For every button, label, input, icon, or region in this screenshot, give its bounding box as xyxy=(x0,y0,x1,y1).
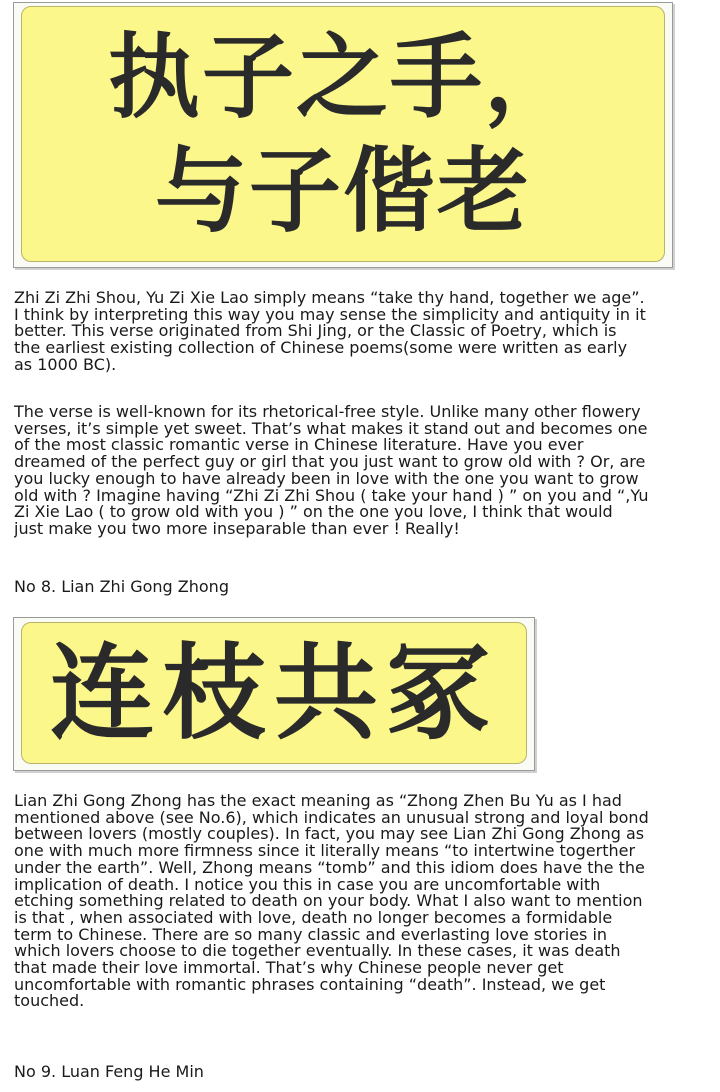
calligraphy-frame-2 xyxy=(13,617,535,771)
calligraphy-panel-zhi-zi-zhi-shou xyxy=(21,6,665,262)
text-line: I think by interpreting this way you may sense the simplicity and antiquity in it xyxy=(14,304,646,324)
calligraphy-panel-lian-zhi-gong-zhong xyxy=(21,622,527,764)
paragraph-verse-style xyxy=(14,404,720,538)
text-line: as 1000 BC). xyxy=(14,354,117,374)
text-line: better. This verse originated from Shi Jing, or the Classic of Poetry, which is xyxy=(14,321,617,341)
section-heading-no-9: No 9. Luan Feng He Min xyxy=(14,1064,204,1081)
text-line: old with ? Imagine having “Zhi Zi Zhi Shou ( take your hand ) ” on you and “,Yu xyxy=(14,485,649,505)
text-line: just make you two more inseparable than ever ! Really! xyxy=(14,518,460,538)
calligraphy-line: 连枝共冢 xyxy=(49,631,498,754)
text-line: under the earth”. Well, Zhong means “tomb” and this idiom does have the the xyxy=(14,857,645,877)
paragraph-zhi-zi-meaning xyxy=(14,290,720,374)
calligraphy-line-2: 与子偕老 xyxy=(154,137,531,245)
text-line: Zhi Zi Zhi Shou, Yu Zi Xie Lao simply means “take thy hand, together we age”. xyxy=(14,290,645,307)
text-line: the earliest existing collection of Chinese poems(some were written as early xyxy=(14,338,628,358)
text-line: one with much more firmness since it literally means “to intertwine togerther xyxy=(14,841,636,861)
text-line: is that , when associated with love, death no longer becomes a formidable xyxy=(14,907,613,927)
text-line: dreamed of the perfect guy or girl that you just want to grow old with ? Or, are xyxy=(14,452,646,472)
text-line: term to Chinese. There are so many classic and everlasting love stories in xyxy=(14,924,608,944)
text-line: Lian Zhi Gong Zhong has the exact meaning as “Zhong Zhen Bu Yu as I had xyxy=(14,793,622,810)
text-line: that made their love immortal. That’s why Chinese people never get xyxy=(14,958,564,978)
text-line: implication of death. I notice you this in case you are uncomfortable with xyxy=(14,874,601,894)
calligraphy-frame-1 xyxy=(13,2,673,268)
text-line: touched. xyxy=(14,991,85,1011)
section-heading-no-8: No 8. Lian Zhi Gong Zhong xyxy=(14,579,229,596)
paragraph-lian-zhi-meaning xyxy=(14,793,720,1010)
text-line: which lovers choose to die together eventually. In these cases, it was death xyxy=(14,941,621,961)
text-line: between lovers (mostly couples). In fact, you may see Lian Zhi Gong Zhong as xyxy=(14,824,645,844)
text-line: mentioned above (see No.6), which indicates an unusual strong and loyal bond xyxy=(14,807,649,827)
text-line: you lucky enough to have already been in love with the one you want to grow xyxy=(14,468,639,488)
text-line: of the most classic romantic verse in Chinese literature. Have you ever xyxy=(14,435,584,455)
text-line: Zi Xie Lao ( to grow old with you ) ” on the one you love, I think that would xyxy=(14,502,613,522)
text-line: etching something related to death on your body. What I also want to mention xyxy=(14,891,643,911)
text-line: uncomfortable with romantic phrases containing “death”. Instead, we get xyxy=(14,974,606,994)
text-line: verses, it’s simple yet sweet. That’s what makes it stand out and becomes one xyxy=(14,418,648,438)
text-line: The verse is well-known for its rhetorical-free style. Unlike many other flowery xyxy=(14,404,641,421)
calligraphy-line-1: 执子之手， xyxy=(107,23,578,131)
